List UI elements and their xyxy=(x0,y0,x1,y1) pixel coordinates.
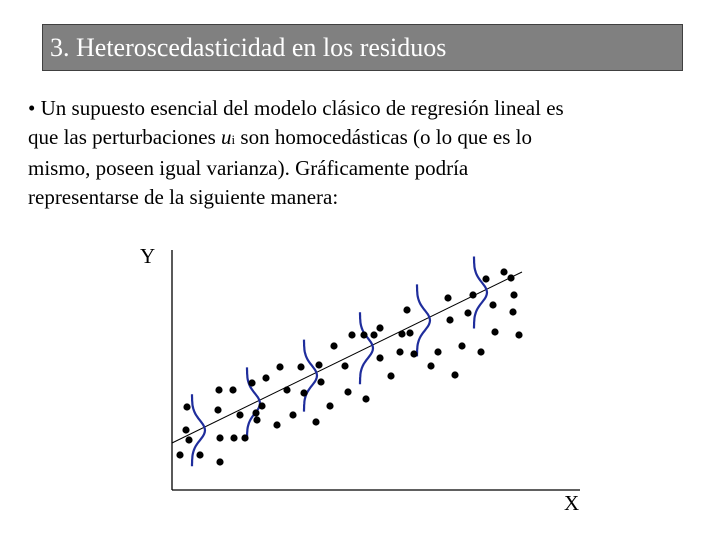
scatter-point xyxy=(216,458,223,465)
bullet-text-line-2a: que las perturbaciones xyxy=(28,125,222,149)
scatter-point xyxy=(509,308,516,315)
scatter-point xyxy=(297,363,304,370)
scatter-point xyxy=(216,434,223,441)
scatter-point xyxy=(252,409,259,416)
scatter-point xyxy=(507,274,514,281)
scatter-point xyxy=(183,403,190,410)
scatter-point xyxy=(344,388,351,395)
bullet-text-line-2b: son homocedásticas (o lo que es lo xyxy=(235,125,532,149)
scatter-point xyxy=(469,291,476,298)
scatter-point xyxy=(360,331,367,338)
bullet-text-line-1: Un supuesto esencial del modelo clásico de regresión lineal es xyxy=(40,96,564,120)
scatter-point xyxy=(248,379,255,386)
scatter-point xyxy=(312,418,319,425)
scatter-point xyxy=(330,342,337,349)
scatter-point xyxy=(182,426,189,433)
scatter-point xyxy=(273,421,280,428)
scatter-point xyxy=(215,386,222,393)
scatter-point xyxy=(444,294,451,301)
scatter-point xyxy=(262,374,269,381)
scatter-point xyxy=(410,350,417,357)
scatter-point xyxy=(376,324,383,331)
scatter-point xyxy=(229,386,236,393)
scatter-point xyxy=(315,361,322,368)
scatter-point xyxy=(326,402,333,409)
scatter-point xyxy=(300,389,307,396)
scatter-point xyxy=(276,363,283,370)
regression-line xyxy=(172,272,522,443)
scatter-point xyxy=(464,309,471,316)
variable-u: u xyxy=(221,125,232,149)
scatter-point xyxy=(491,328,498,335)
bullet-icon: • xyxy=(28,96,36,120)
scatter-point xyxy=(230,434,237,441)
scatter-point xyxy=(406,329,413,336)
scatter-point xyxy=(253,416,260,423)
scatter-point xyxy=(396,348,403,355)
scatter-point xyxy=(376,354,383,361)
scatter-point xyxy=(427,362,434,369)
scatter-point xyxy=(477,348,484,355)
scatter-point xyxy=(398,330,405,337)
scatter-point xyxy=(317,378,324,385)
scatter-point xyxy=(176,451,183,458)
scatter-point xyxy=(196,451,203,458)
scatter-point xyxy=(341,362,348,369)
scatter-point xyxy=(214,406,221,413)
y-axis-label: Y xyxy=(140,244,156,268)
scatter-point xyxy=(500,268,507,275)
scatter-point xyxy=(458,342,465,349)
slide-title: 3. Heteroscedasticidad en los residuos xyxy=(50,33,447,62)
scatter-point xyxy=(362,395,369,402)
bullet-line-4: representarse de la siguiente manera: xyxy=(28,185,339,209)
scatter-point xyxy=(482,275,489,282)
scatter-point xyxy=(510,291,517,298)
scatter-point xyxy=(451,371,458,378)
bullet-line-3: mismo, poseen igual varianza). Gráficamente podría xyxy=(28,156,469,180)
scatter-point xyxy=(236,411,243,418)
scatter-point xyxy=(434,348,441,355)
x-axis-label: X xyxy=(564,491,580,515)
scatter-point xyxy=(283,386,290,393)
scatter-point xyxy=(185,436,192,443)
scatter-point xyxy=(258,402,265,409)
scatter-point xyxy=(370,331,377,338)
scatter-points xyxy=(176,268,522,465)
scatter-point xyxy=(387,372,394,379)
scatter-point xyxy=(403,306,410,313)
scatter-point xyxy=(289,411,296,418)
scatter-point xyxy=(241,434,248,441)
subscript-i: i xyxy=(231,132,236,147)
scatter-point xyxy=(446,316,453,323)
scatter-point xyxy=(348,331,355,338)
scatter-point xyxy=(489,301,496,308)
scatter-point xyxy=(515,331,522,338)
